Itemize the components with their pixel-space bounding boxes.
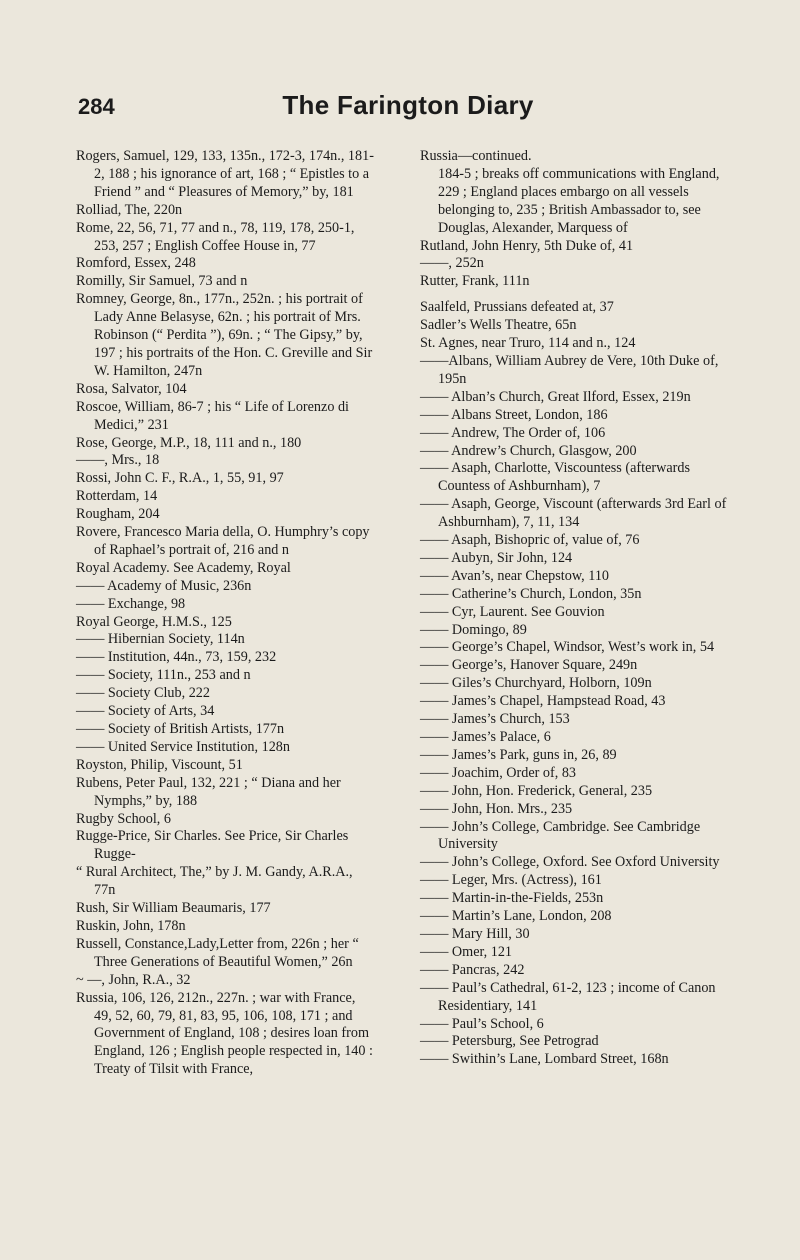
index-entry: —— Omer, 121 xyxy=(420,943,513,960)
index-entry: —— George’s Chapel, Windsor, West’s work in, 54 xyxy=(420,639,715,656)
index-entry: —— Asaph, Charlotte, Viscountess (afterwards Countess of Ashburnham), 7 xyxy=(420,460,690,495)
index-entry: Romney, George, 8n., 177n., 252n. ; his portrait of Lady Anne Belasyse, 62n. ; his portrait of Mrs. Robinson (“ Perdita ”), 69n. ; “ The Gipsy,” by, 197 ; his portraits of the Hon. C. Greville and Sir W. Hamilton, 247n xyxy=(76,291,373,379)
index-entry: Rotterdam, 14 xyxy=(76,488,158,505)
index-entry: —— Swithin’s Lane, Lombard Street, 168n xyxy=(420,1051,669,1068)
index-entry: ——, Mrs., 18 xyxy=(76,452,160,469)
index-column-right xyxy=(420,148,730,1069)
index-entry: —— Hibernian Society, 114n xyxy=(76,631,245,648)
index-entry: —— Asaph, Bishopric of, value of, 76 xyxy=(420,532,640,549)
index-entry: Saalfeld, Prussians defeated at, 37 xyxy=(420,299,614,316)
index-entry: —— James’s Palace, 6 xyxy=(420,729,551,745)
index-entry: —— Exchange, 98 xyxy=(76,595,186,612)
index-entry: —— Academy of Music, 236n xyxy=(76,577,252,594)
index-entry: —— Martin-in-the-Fields, 253n xyxy=(420,890,604,907)
index-entry: —— Albans Street, London, 186 xyxy=(420,406,608,423)
index-entry: ——, 252n xyxy=(420,255,484,272)
index-entry: —— Andrew’s Church, Glasgow, 200 xyxy=(420,442,637,459)
index-entry: —— Society of British Artists, 177n xyxy=(76,721,285,737)
index-entry: —— Andrew, The Order of, 106 xyxy=(420,424,606,441)
index-entry: Rugge-Price, Sir Charles. See Price, Sir Charles Rugge- xyxy=(76,828,349,863)
index-entry: Rutter, Frank, 111n xyxy=(420,273,530,290)
index-entry: —— John’s College, Oxford. See Oxford University xyxy=(420,854,720,871)
page-number: 284 xyxy=(78,94,115,119)
index-entry: —— Martin’s Lane, London, 208 xyxy=(420,908,612,925)
index-entry: Rossi, John C. F., R.A., 1, 55, 91, 97 xyxy=(76,470,284,487)
index-entry: —— Joachim, Order of, 83 xyxy=(420,764,577,781)
page-title: The Farington Diary xyxy=(282,90,534,120)
index-entry: Royston, Philip, Viscount, 51 xyxy=(76,756,243,773)
index-entry: —— Society, 111n., 253 and n xyxy=(76,667,251,684)
index-entry: —— James’s Park, guns in, 26, 89 xyxy=(420,746,617,763)
index-entry: ——Albans, William Aubrey de Vere, 10th Duke of, 195n xyxy=(420,352,719,387)
index-entry: Royal George, H.M.S., 125 xyxy=(76,613,232,630)
index-entry: —— Pancras, 242 xyxy=(420,961,525,978)
index-entry: Rush, Sir William Beaumaris, 177 xyxy=(76,900,271,917)
index-entry: —— Avan’s, near Chepstow, 110 xyxy=(420,567,610,584)
index-entry: —— George’s, Hanover Square, 249n xyxy=(420,657,638,674)
index-entry: —— Paul’s Cathedral, 61-2, 123 ; income of Canon Residentiary, 141 xyxy=(420,979,716,1014)
index-entry: —— Alban’s Church, Great Ilford, Essex, 219n xyxy=(420,388,691,405)
index-entry: —— Cyr, Laurent. See Gouvion xyxy=(420,603,605,620)
index-entry: —— Catherine’s Church, London, 35n xyxy=(420,585,642,602)
index-entry: —— John’s College, Cambridge. See Cambridge University xyxy=(420,818,701,853)
index-entry: Rogers, Samuel, 129, 133, 135n., 172-3, 174n., 181-2, 188 ; his ignorance of art, 168 ; “ Epistles to a Friend ” and “ Pleasures of Memory,” by, 181 xyxy=(76,148,374,200)
index-entry: “ Rural Architect, The,” by J. M. Gandy, A.R.A., 77n xyxy=(76,864,353,899)
index-entry: —— Domingo, 89 xyxy=(420,621,527,638)
index-entry: Russia—continued. xyxy=(420,148,532,164)
index-entry: —— Society of Arts, 34 xyxy=(76,703,215,720)
index-entry: Russell, Constance,Lady,Letter from, 226n ; her “ Three Generations of Beautiful Women,” 26n xyxy=(76,935,359,970)
index-entry: Rougham, 204 xyxy=(76,506,160,523)
index-entry: Rovere, Francesco Maria della, O. Humphry’s copy of Raphael’s portrait of, 216 and n xyxy=(76,524,370,558)
index-entry: Ruskin, John, 178n xyxy=(76,917,186,934)
index-entry: St. Agnes, near Truro, 114 and n., 124 xyxy=(420,335,636,352)
index-entry: Rose, George, M.P., 18, 111 and n., 180 xyxy=(76,434,302,451)
index-entry: —— Leger, Mrs. (Actress), 161 xyxy=(420,872,602,889)
index-entry: Sadler’s Wells Theatre, 65n xyxy=(420,317,577,334)
index-entry: Romilly, Sir Samuel, 73 and n xyxy=(76,273,248,290)
index-entry: —— Society Club, 222 xyxy=(76,685,210,702)
index-entry: —— Institution, 44n., 73, 159, 232 xyxy=(76,649,277,666)
index-entry: —— John, Hon. Frederick, General, 235 xyxy=(420,782,653,799)
index-entry: —— Paul’s School, 6 xyxy=(420,1015,544,1032)
index-entry: Rugby School, 6 xyxy=(76,810,171,827)
index-entry: Rubens, Peter Paul, 132, 221 ; “ Diana and her Nymphs,” by, 188 xyxy=(76,774,341,809)
index-entry: —— James’s Church, 153 xyxy=(420,711,570,728)
index-entry: Rutland, John Henry, 5th Duke of, 41 xyxy=(420,237,634,254)
index-entry: —— Giles’s Churchyard, Holborn, 109n xyxy=(420,675,652,692)
index-entry: ~ —, John, R.A., 32 xyxy=(76,971,191,988)
index-entry: —— Asaph, George, Viscount (afterwards 3rd Earl of Ashburnham), 7, 11, 134 xyxy=(420,496,727,531)
index-entry: —— John, Hon. Mrs., 235 xyxy=(420,800,573,817)
index-entry: —— Petersburg, See Petrograd xyxy=(420,1033,599,1050)
index-entry: —— James’s Chapel, Hampstead Road, 43 xyxy=(420,693,666,710)
index-entry: —— Mary Hill, 30 xyxy=(420,925,530,942)
index-entry: —— United Service Institution, 128n xyxy=(76,738,290,755)
page-header xyxy=(78,90,738,130)
index-entry: Rosa, Salvator, 104 xyxy=(76,380,187,397)
index-entry: 184-5 ; breaks off communications with England, 229 ; England places embargo on all vessels belonging to, 235 ; British Ambassador to, see Douglas, Alexander, Marquess of xyxy=(438,165,720,236)
index-entry: Royal Academy. See Academy, Royal xyxy=(76,559,291,576)
index-entry: Rome, 22, 56, 71, 77 and n., 78, 119, 178, 250-1, 253, 257 ; English Coffee House in, 77 xyxy=(76,219,355,254)
index-column-left xyxy=(76,148,376,1079)
index-entry: Romford, Essex, 248 xyxy=(76,255,196,272)
index-entry: Rolliad, The, 220n xyxy=(76,201,183,218)
index-entry: —— Aubyn, Sir John, 124 xyxy=(420,549,573,566)
index-entry: Russia, 106, 126, 212n., 227n. ; war with France, 49, 52, 60, 79, 81, 83, 95, 106, 108, 171 ; and Government of England, 108 ; desires loan from England, 126 ; English people respected in, 140 : Treaty of Tilsit with France, xyxy=(76,989,373,1078)
index-entry: Roscoe, William, 86-7 ; his “ Life of Lorenzo di Medici,” 231 xyxy=(76,398,349,433)
